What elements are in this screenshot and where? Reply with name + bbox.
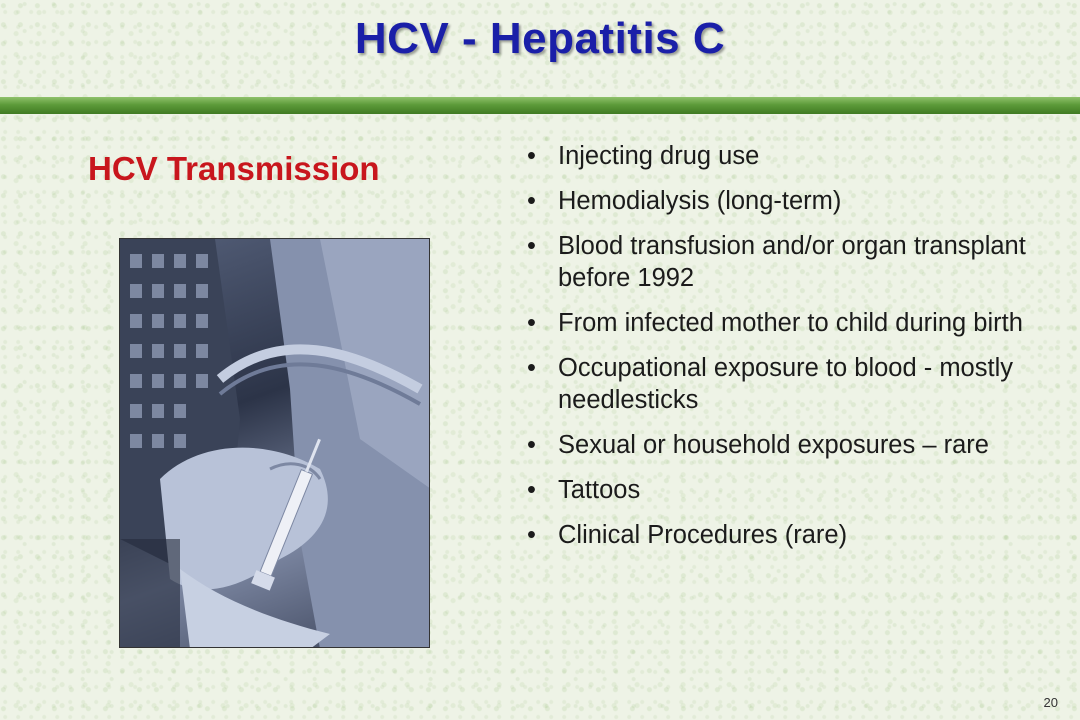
title-divider (0, 97, 1080, 114)
list-item (525, 185, 1055, 217)
list-item-text: Tattoos (558, 476, 641, 504)
transmission-list (525, 140, 1055, 564)
list-item-text: Injecting drug use (558, 142, 760, 170)
list-item (525, 429, 1055, 461)
page-number: 20 (1043, 695, 1058, 710)
injection-photo-illustration (120, 239, 430, 648)
list-item-text: Occupational exposure to blood - mostly needlesticks (558, 354, 1013, 414)
bullet-dot-icon: • (527, 476, 536, 504)
injection-photo (119, 238, 430, 648)
bullet-dot-icon: • (527, 187, 536, 215)
list-item (525, 519, 1055, 551)
bullet-dot-icon: • (527, 354, 536, 382)
list-item (525, 474, 1055, 506)
list-item-text: Clinical Procedures (rare) (558, 521, 848, 549)
list-item-text: Blood transfusion and/or organ transplant before 1992 (558, 232, 1026, 292)
list-item-text: Sexual or household exposures – rare (558, 431, 989, 459)
list-item (525, 140, 1055, 172)
bullet-dot-icon: • (527, 521, 536, 549)
bullet-dot-icon: • (527, 142, 536, 170)
list-item-text: Hemodialysis (long-term) (558, 187, 842, 215)
list-item-text: From infected mother to child during birth (558, 309, 1023, 337)
bullet-dot-icon: • (527, 431, 536, 459)
slide-subtitle: HCV Transmission (88, 150, 380, 187)
list-item (525, 307, 1055, 339)
list-item (525, 230, 1055, 294)
bullet-dot-icon: • (527, 232, 536, 260)
bullet-dot-icon: • (527, 309, 536, 337)
slide-title: HCV - Hepatitis C (354, 14, 726, 63)
list-item (525, 352, 1055, 416)
